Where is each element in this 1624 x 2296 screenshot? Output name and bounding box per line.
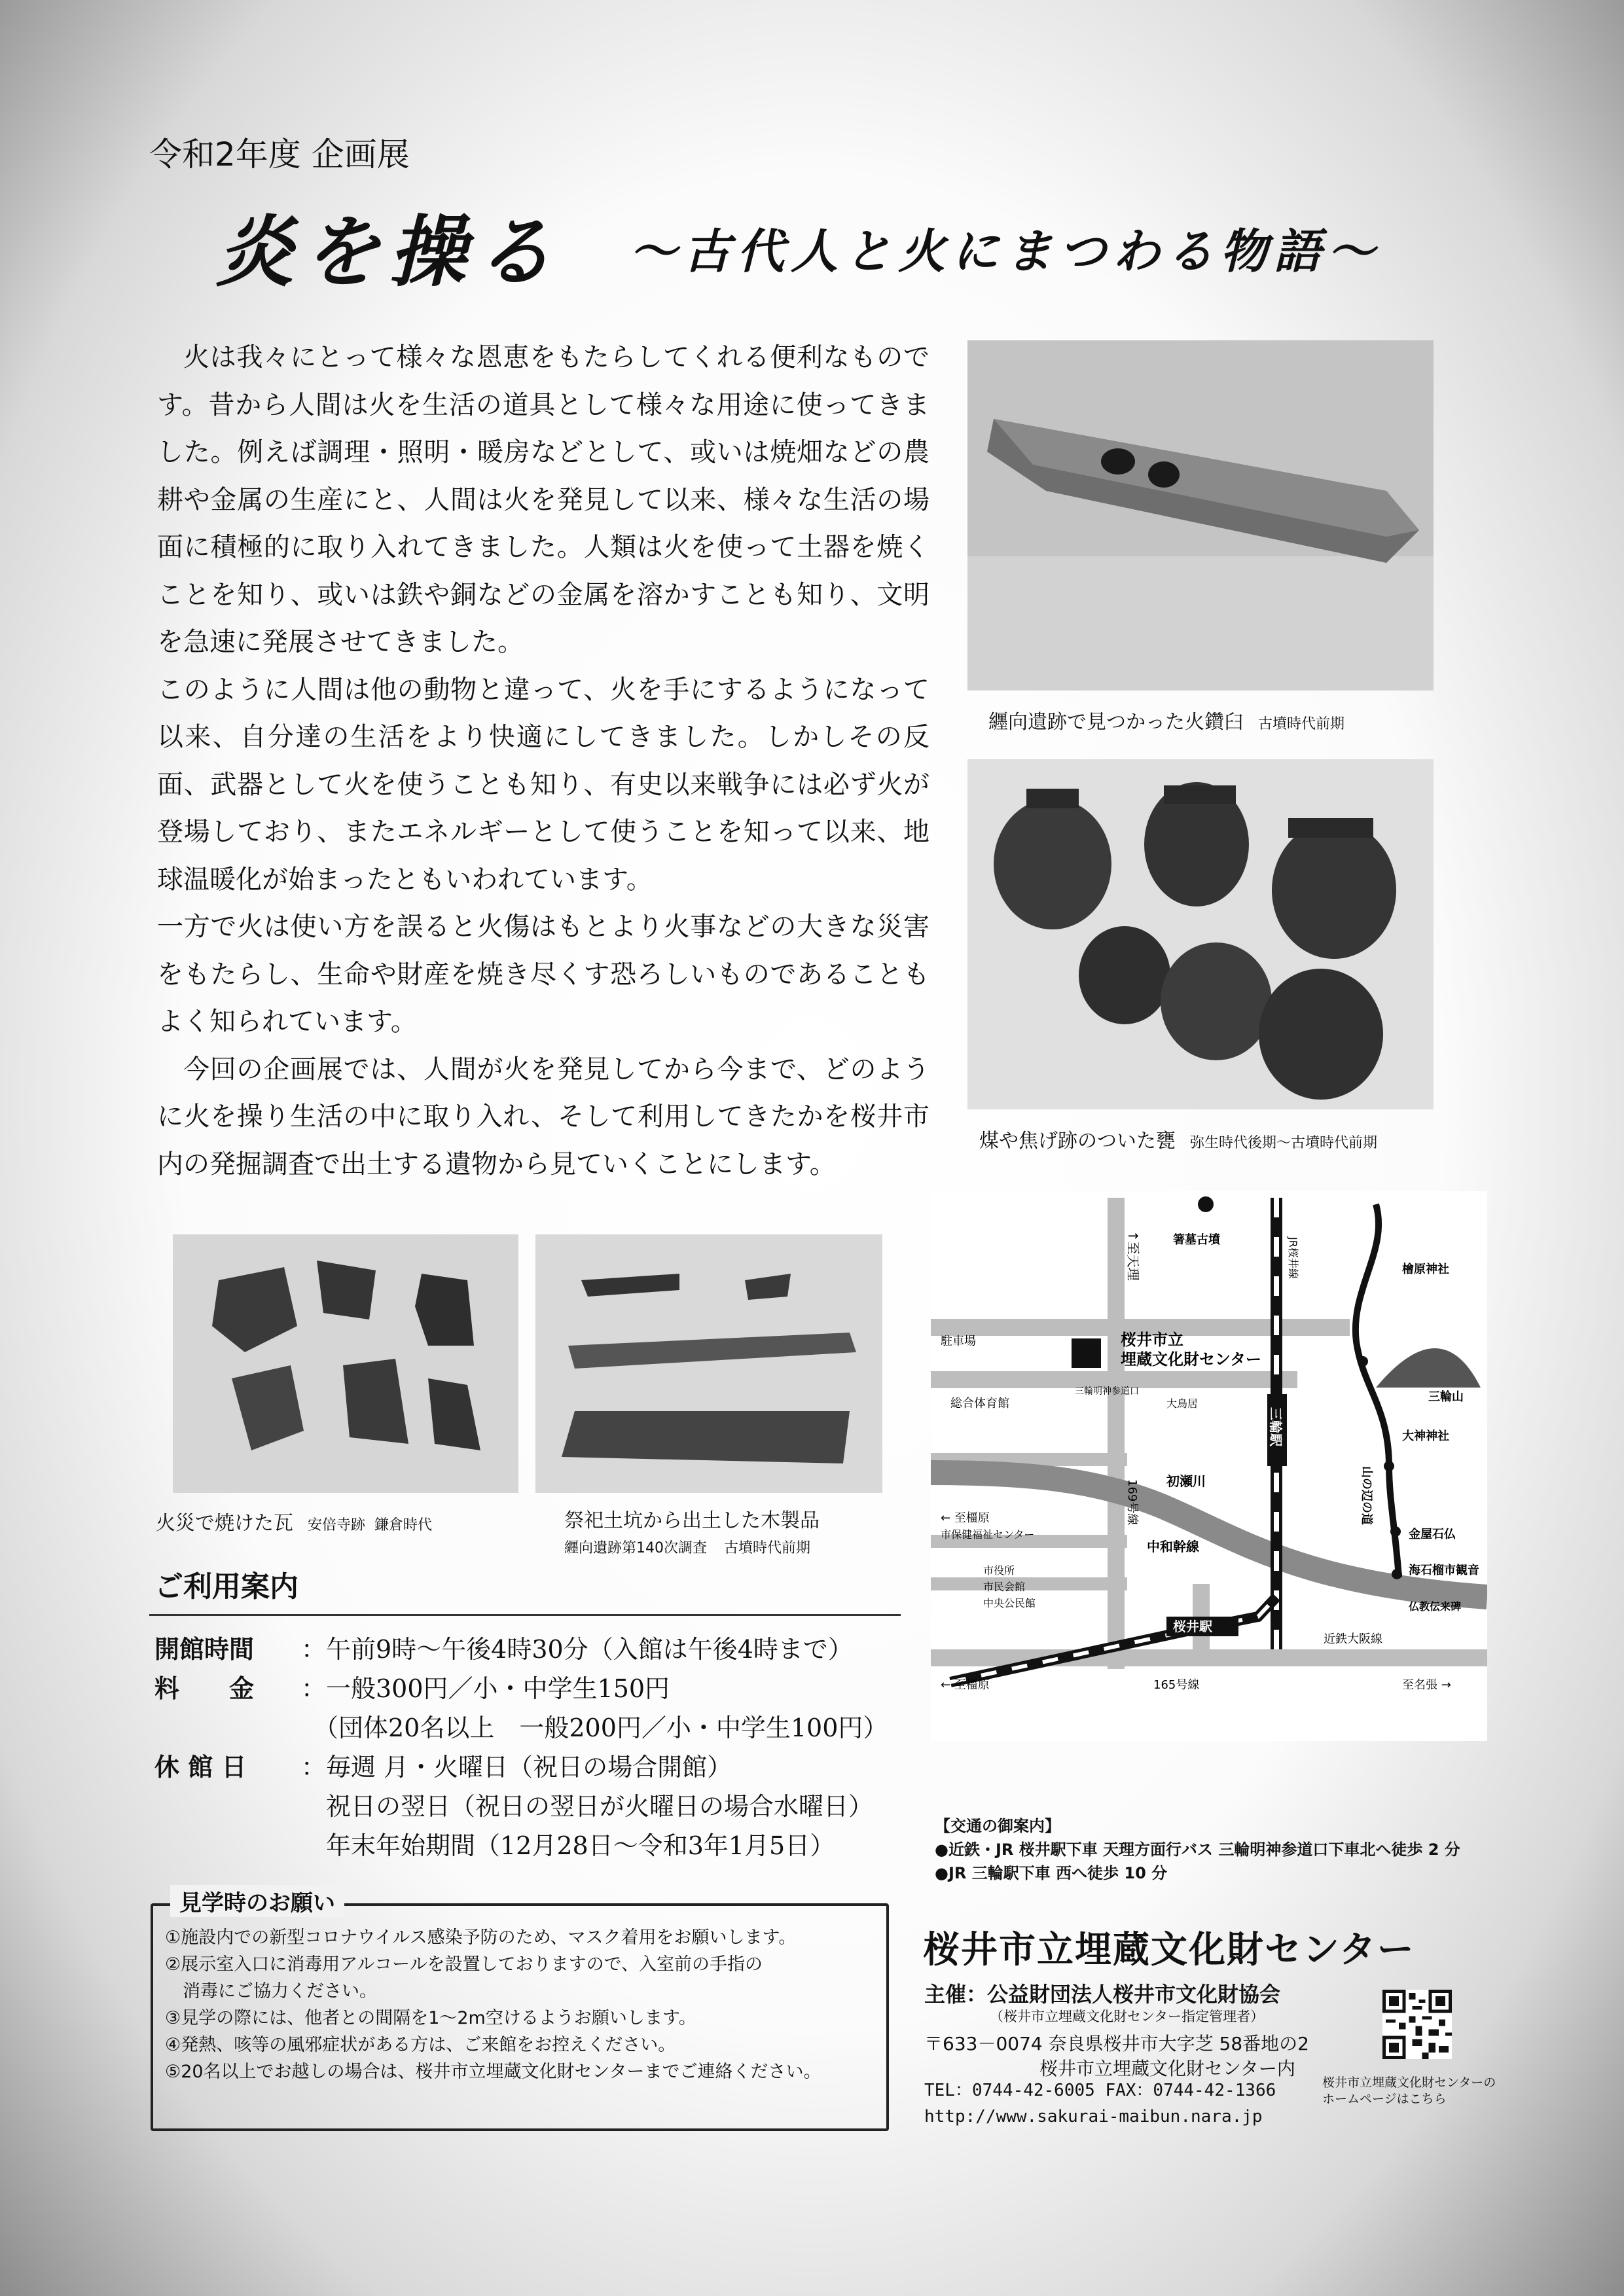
qr-code-icon[interactable] <box>1382 1990 1452 2059</box>
intro-paragraph: 今回の企画展では、人間が火を発見してから今まで、どのように火を操り生活の中に取り入れ、そして利用してきたかを桜井市内の発掘調査で出土する遺物から見ていくことにします。 <box>157 1054 929 1179</box>
qr-caption <box>1322 2075 1496 2108</box>
map-label: 三輪駅 <box>1268 1407 1284 1446</box>
info-value: ：一般300円／小・中学生150円 <box>301 1674 670 1703</box>
info-row <box>154 1748 888 1787</box>
caption-period: 古墳時代前期 <box>1258 716 1345 732</box>
exhibition-title-sub: ～古代人と火にまつわる物語～ <box>630 223 1382 279</box>
map-label: 市役所 <box>983 1564 1015 1577</box>
info-value: 祝日の翌日（祝日の翌日が火曜日の場合水曜日） <box>301 1792 874 1821</box>
info-table <box>154 1630 888 1865</box>
map-label: 桜井駅 <box>1173 1619 1212 1634</box>
notice-item: ③見学の際には、他者との間隔を1～2m空けるようお願いします。 <box>165 2008 696 2028</box>
postal-address: 〒633－0074 奈良県桜井市大字芝 58番地の2 <box>924 2033 1309 2054</box>
info-label <box>154 1787 301 1826</box>
notice-item: ④発熱、咳等の風邪症状がある方は、ご来館をお控えください。 <box>165 2035 676 2055</box>
road <box>931 1577 1127 1590</box>
manager-line: （桜井市立埋蔵文化財センター指定管理者） <box>990 2009 1265 2024</box>
info-value: 年末年始期間（12月28日～令和3年1月5日） <box>301 1831 835 1860</box>
map-label: 初瀬川 <box>1166 1473 1206 1489</box>
map-label: 埋蔵文化財センター <box>1121 1350 1262 1369</box>
sponsor-line: 主催：公益財団法人桜井市文化財協会 <box>924 1982 1281 2007</box>
map-label: 箸墓古墳 <box>1173 1233 1220 1247</box>
tel-fax: TEL：0744-42-6005 FAX：0744-42-1366 <box>924 2081 1276 2100</box>
map-label: JR桜井線 <box>1287 1237 1299 1279</box>
map-label: 海石榴市観音 <box>1409 1564 1479 1577</box>
map-label: 中和幹線 <box>1147 1539 1199 1554</box>
map-label: 大鳥居 <box>1166 1397 1199 1410</box>
map-label: 桜井市立 <box>1121 1331 1183 1349</box>
access-map <box>931 1191 1487 1741</box>
map-label: 市民会館 <box>983 1581 1026 1593</box>
info-heading: ご利用案内 <box>154 1570 298 1604</box>
access-line: ●JR 三輪駅下車 西へ徒歩 10 分 <box>935 1864 1168 1882</box>
map-label: 市保健福祉センター <box>941 1528 1035 1541</box>
organizer-name: 桜井市立埋蔵文化財センター <box>923 1929 1415 1971</box>
notice-title: 見学時のお願い <box>170 1885 344 1917</box>
map-label: 169号線 <box>1125 1479 1139 1526</box>
map-label: ↑至天理 <box>1125 1230 1141 1281</box>
map-label: 金屋石仏 <box>1409 1528 1456 1541</box>
intro-text <box>157 334 929 1188</box>
caption-title: 煤や焦げ跡のついた甕 <box>979 1130 1176 1153</box>
info-row <box>154 1708 888 1748</box>
contact-block <box>924 2077 1276 2130</box>
access-title: 【交通の御案内】 <box>935 1817 1060 1835</box>
info-value: ：毎週 月・火曜日（祝日の場合開館） <box>301 1753 732 1782</box>
notice-item: ②展示室入口に消毒用アルコールを設置しておりますので、入室前の手指の <box>165 1954 763 1975</box>
intro-paragraph: 火は我々にとって様々な恩恵をもたらしてくれる便利なものです。昔から人間は火を生活の道具として様々な用途に使ってきました。例えば調理・照明・暖房などとして、或いは焼畑などの農耕や金属の生産にと、人間は火を発見して以来、様々な生活の場面に積極的に取り入れてきました。人類は火を使って土器を焼くことを知り、或いは鉄や銅などの金属を溶かすことも知り、文明を急速に発展させてきました。 <box>157 342 929 657</box>
map-label: 165号線 <box>1153 1678 1200 1692</box>
info-row <box>154 1787 888 1826</box>
info-value: ：午前9時～午後4時30分（入館は午後4時まで） <box>301 1635 853 1664</box>
info-label: 開館時間 <box>154 1634 255 1664</box>
info-row <box>154 1826 888 1865</box>
access-line: ●近鉄・JR 桜井駅下車 天理方面行バス 三輪明神参道口下車北へ徒歩 2 分 <box>935 1840 1460 1859</box>
qr-caption-line: 桜井市立埋蔵文化財センターの <box>1322 2075 1496 2090</box>
map-label: 至名張 → <box>1402 1678 1451 1692</box>
qr-caption-line: ホームページはこちら <box>1322 2092 1447 2106</box>
notice-item: ①施設内での新型コロナウイルス感染予防のため、マスク着用をお願いします。 <box>165 1928 797 1948</box>
intro-paragraph: このように人間は他の動物と違って、火を手にするようになって以来、自分達の生活をより快適にしてきました。しかしその反面、武器として火を使うことも知り、有史以来戦争には必ず火が登場しており、またエネルギーとして使うことを知って以来、地球温暖化が始まったともいわれています。 <box>157 674 929 895</box>
caption-title: 火災で焼けた瓦 <box>156 1512 293 1535</box>
caption-title: 祭祀土坑から出土した木製品 <box>564 1509 820 1532</box>
map-label: 大神神社 <box>1402 1429 1449 1443</box>
photo-caption <box>979 1124 1377 1153</box>
notice-list <box>165 1924 821 2085</box>
photo-caption <box>564 1504 820 1557</box>
notice-item: 消毒にご協力ください。 <box>165 1981 377 2001</box>
info-label <box>154 1826 301 1865</box>
map-label: ← 至橿原 <box>941 1678 990 1692</box>
map-label: 山の辺の道 <box>1360 1466 1373 1525</box>
map-label: 近鉄大阪線 <box>1324 1632 1382 1646</box>
photo-jars <box>967 759 1434 1109</box>
photo-caption <box>988 706 1344 734</box>
photo-wooden-objects <box>535 1234 882 1493</box>
photo-burnt-tiles <box>173 1234 518 1493</box>
photo-fire-drill <box>967 340 1434 691</box>
map-label: 中央公民館 <box>983 1597 1036 1609</box>
caption-title: 纒向遺跡で見つかった火鑽臼 <box>988 711 1244 734</box>
map-label: 三輪明神参道口 <box>1075 1386 1139 1397</box>
map-label: 総合体育館 <box>950 1397 1009 1410</box>
exhibition-subtitle: 令和2年度 企画展 <box>149 135 410 173</box>
map-label: ← 至橿原 <box>941 1511 990 1525</box>
exhibition-title: 炎を操る <box>216 206 562 297</box>
map-label: 檜原神社 <box>1402 1263 1449 1276</box>
center-building-icon <box>1072 1338 1101 1368</box>
address-block <box>924 2032 1309 2081</box>
caption-period: 鎌倉時代 <box>374 1517 433 1534</box>
hashihaka-icon <box>1198 1196 1214 1212</box>
info-label: 休 館 日 <box>154 1752 247 1782</box>
access-info <box>935 1814 1460 1885</box>
route-169 <box>1108 1198 1125 1669</box>
photo-caption <box>156 1507 432 1535</box>
map-label: 仏教伝来碑 <box>1409 1600 1462 1613</box>
address-line-2: 桜井市立埋蔵文化財センター内 <box>1039 2058 1295 2079</box>
caption-site: 纒向遺跡第140次調査 <box>564 1540 707 1556</box>
info-label: 料 金 <box>154 1674 255 1703</box>
map-label: 駐車場 <box>941 1335 976 1348</box>
caption-period: 古墳時代前期 <box>724 1540 811 1556</box>
caption-period: 弥生時代後期～古墳時代前期 <box>1190 1135 1378 1151</box>
caption-site: 安倍寺跡 <box>308 1517 366 1534</box>
info-row <box>154 1630 888 1669</box>
info-row <box>154 1669 888 1708</box>
intro-paragraph: 一方で火は使い方を誤ると火傷はもとより火事などの大きな災害をもたらし、生命や財産を焼き尽くす恐ろしいものであることもよく知られています。 <box>157 912 929 1037</box>
info-divider <box>149 1614 901 1616</box>
info-value: （団体20名以上 一般200円／小・中学生100円） <box>301 1713 888 1742</box>
notice-item: ⑤20名以上でお越しの場合は、桜井市立埋蔵文化財センターまでご連絡ください。 <box>165 2062 821 2082</box>
website-link[interactable]: http://www.sakurai-maibun.nara.jp <box>924 2107 1263 2126</box>
map-label: 三輪山 <box>1428 1390 1464 1404</box>
info-label <box>154 1708 301 1748</box>
